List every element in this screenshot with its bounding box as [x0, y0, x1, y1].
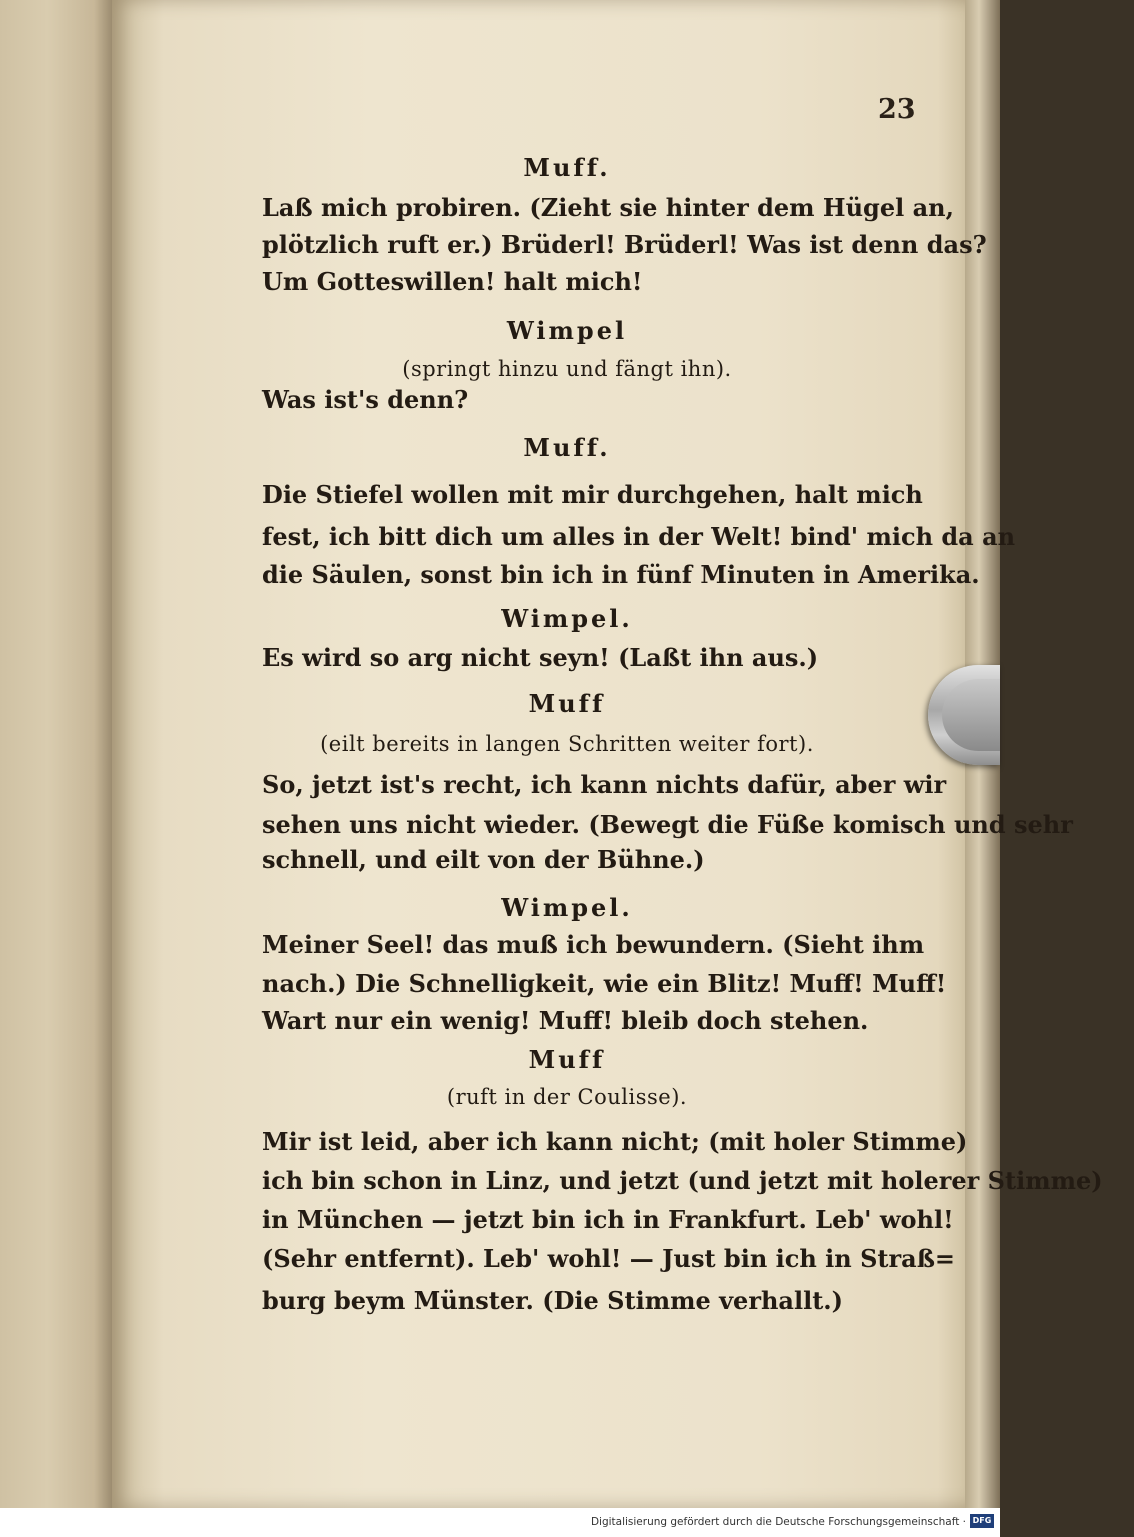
text-line: sehen uns nicht wieder. (Bewegt die Füße komisch und sehr: [262, 810, 1073, 839]
text-line: ich bin schon in Linz, und jetzt (und jetzt mit holerer Stimme): [262, 1166, 1103, 1195]
speaker-name: Muff.: [523, 433, 611, 462]
text-line: So, jetzt ist's recht, ich kann nichts dafür, aber wir: [262, 770, 947, 799]
text-line: die Säulen, sonst bin ich in fünf Minuten in Amerika.: [262, 560, 980, 589]
stage-direction: (springt hinzu und fängt ihn).: [402, 357, 732, 381]
text-line: plötzlich ruft er.) Brüderl! Brüderl! Was ist denn das?: [262, 230, 987, 259]
text-line: schnell, und eilt von der Bühne.): [262, 845, 705, 874]
speaker-name: Wimpel.: [501, 604, 633, 633]
speaker-name: Muff: [528, 1045, 606, 1074]
page-number: 23: [878, 94, 916, 125]
text-line: Was ist's denn?: [262, 385, 469, 414]
text-line: (Sehr entfernt). Leb' wohl! — Just bin ich in Straß=: [262, 1244, 956, 1273]
text-line: Meiner Seel! das muß ich bewundern. (Sieht ihm: [262, 930, 925, 959]
text-line: Wart nur ein wenig! Muff! bleib doch stehen.: [262, 1006, 869, 1035]
speaker-name: Muff: [528, 689, 606, 718]
speaker-name: Wimpel: [506, 316, 628, 345]
text-line: Laß mich probiren. (Zieht sie hinter dem Hügel an,: [262, 193, 954, 222]
text-line: fest, ich bitt dich um alles in der Welt! bind' mich da an: [262, 522, 1016, 551]
text-line: Die Stiefel wollen mit mir durchgehen, halt mich: [262, 480, 923, 509]
text-line: burg beym Münster. (Die Stimme verhallt.): [262, 1286, 843, 1315]
dfg-logo: DFG: [970, 1514, 994, 1528]
speaker-name: Wimpel.: [501, 893, 633, 922]
text-line: Um Gotteswillen! halt mich!: [262, 267, 643, 296]
stage-direction: (ruft in der Coulisse).: [446, 1085, 688, 1109]
text-line: in München — jetzt bin ich in Frankfurt. Leb' wohl!: [262, 1205, 954, 1234]
digitization-credit: Digitalisierung gefördert durch die Deutsche Forschungsgemeinschaft ·: [590, 1516, 966, 1528]
text-line: nach.) Die Schnelligkeit, wie ein Blitz! Muff! Muff!: [262, 969, 947, 998]
stage-direction: (eilt bereits in langen Schritten weiter fort).: [320, 732, 814, 756]
text-line: Mir ist leid, aber ich kann nicht; (mit holer Stimme): [262, 1127, 968, 1156]
speaker-name: Muff.: [523, 153, 611, 182]
text-line: Es wird so arg nicht seyn! (Laßt ihn aus.): [262, 643, 819, 672]
